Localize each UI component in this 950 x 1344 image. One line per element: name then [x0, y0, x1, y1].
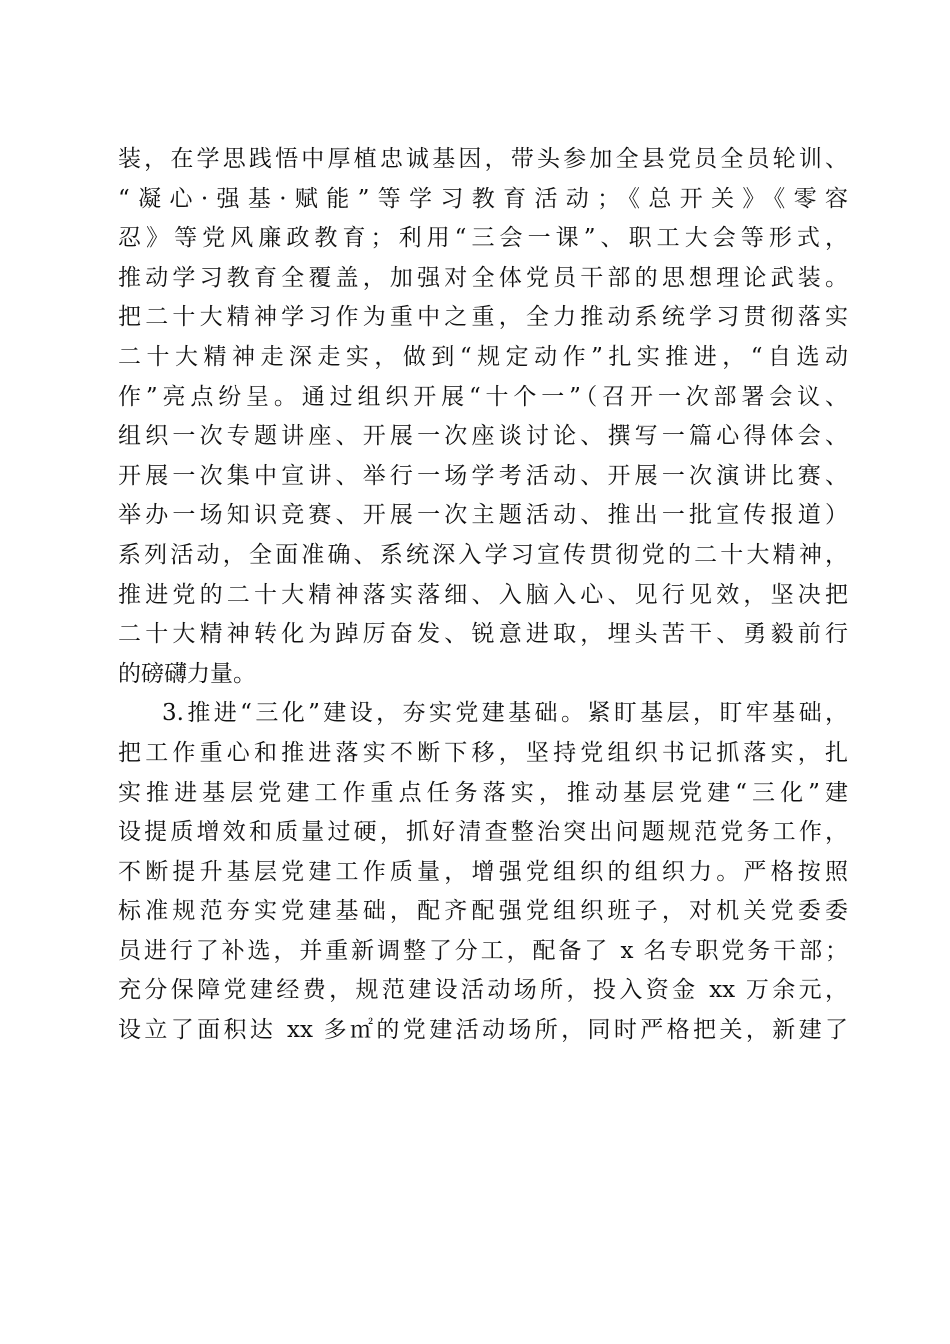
- text-line: 不断提升基层党建工作质量，增强党组织的组织力。严格按照: [118, 858, 848, 885]
- text-line: 设提质增效和质量过硬，抓好清查整治突出问题规范党务工作，: [118, 819, 848, 846]
- text-line: 把工作重心和推进落实不断下移，坚持党组织书记抓落实，扎: [118, 739, 848, 766]
- text-line: 举办一场知识竞赛、开展一次主题活动、推出一批宣传报道）: [118, 502, 848, 529]
- text-line: 忍》等党风廉政教育；利用“三会一课”、职工大会等形式，: [118, 225, 848, 252]
- text-line: 把二十大精神学习作为重中之重，全力推动系统学习贯彻落实: [118, 304, 848, 331]
- text-line: 的磅礴力量。: [118, 660, 256, 687]
- text-line: 开展一次集中宣讲、举行一场学考活动、开展一次演讲比赛、: [118, 462, 848, 489]
- text-line: 员进行了补选，并重新调整了分工，配备了 x 名专职党务干部；: [118, 937, 848, 964]
- text-line: 二十大精神走深走实，做到“规定动作”扎实推进，“自选动: [118, 343, 848, 370]
- text-line: 装，在学思践悟中厚植忠诚基因，带头参加全县党员全员轮训、: [118, 146, 848, 172]
- section-heading-line: 3.推进“三化”建设，夯实党建基础。紧盯基层，盯牢基础，: [162, 700, 848, 727]
- text-line: 二十大精神转化为踔厉奋发、锐意进取，埋头苦干、勇毅前行: [118, 621, 848, 648]
- text-line: 充分保障党建经费，规范建设活动场所，投入资金 xx 万余元，: [118, 977, 848, 1004]
- text-line: 系列活动，全面准确、系统深入学习宣传贯彻党的二十大精神，: [118, 541, 848, 568]
- text-line: 推动学习教育全覆盖，加强对全体党员干部的思想理论武装。: [118, 264, 848, 291]
- text-line: “凝心·强基·赋能”等学习教育活动；《总开关》《零容: [118, 185, 848, 212]
- text-line: 作”亮点纷呈。通过组织开展“十个一”（召开一次部署会议、: [118, 383, 848, 410]
- text-line: 设立了面积达 xx 多㎡的党建活动场所，同时严格把关，新建了: [118, 1017, 848, 1044]
- body-text: [118, 140, 848, 1051]
- text-line: 推进党的二十大精神落实落细、入脑入心、见行见效，坚决把: [118, 581, 848, 608]
- text-line: 标准规范夯实党建基础，配齐配强党组织班子，对机关党委委: [118, 898, 848, 925]
- text-line: 组织一次专题讲座、开展一次座谈讨论、撰写一篇心得体会、: [118, 423, 848, 450]
- text-line: 实推进基层党建工作重点任务落实，推动基层党建“三化”建: [118, 779, 848, 806]
